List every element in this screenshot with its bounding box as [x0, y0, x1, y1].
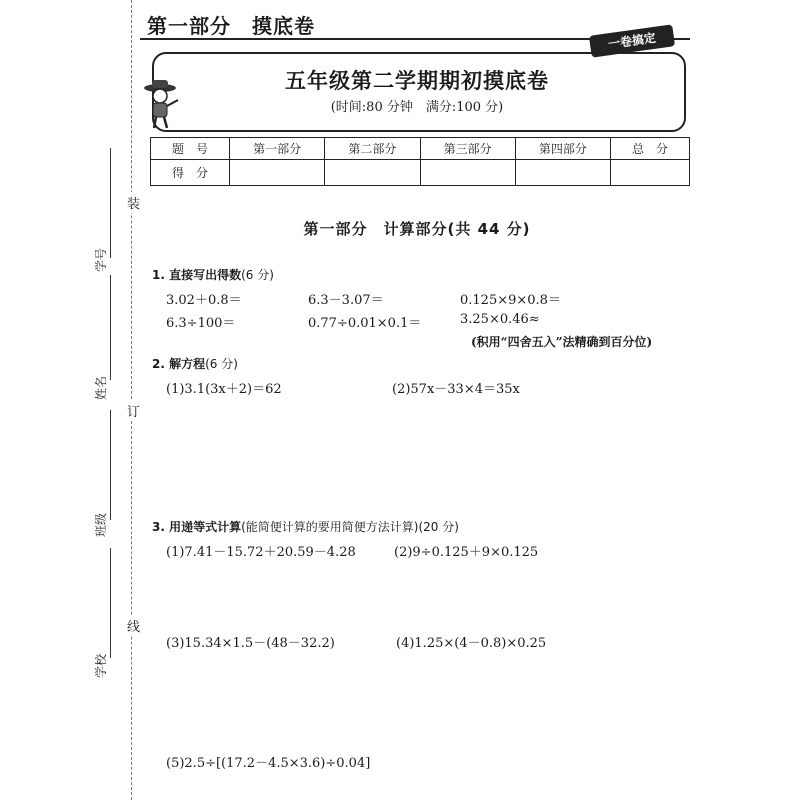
q1-points: (6 分)	[241, 268, 274, 282]
q3-item-4: (4)1.25×(4－0.8)×0.25	[396, 636, 547, 651]
series-badge: 一卷搞定	[589, 24, 675, 57]
q2-heading-text: 2. 解方程	[152, 357, 206, 371]
score-table	[150, 137, 690, 186]
q3-item-3: (3)15.34×1.5－(48－32.2)	[166, 636, 335, 651]
q1-heading-text: 1. 直接写出得数	[152, 268, 242, 282]
q2-points: (6 分)	[205, 357, 238, 371]
q1-item-1: 3.02＋0.8＝	[166, 293, 242, 308]
q2-heading	[152, 355, 238, 372]
score-table-score-row	[151, 160, 690, 186]
score-cell-part1[interactable]	[230, 160, 325, 186]
score-col-label: 题 号	[151, 138, 230, 160]
score-col-total: 总 分	[611, 138, 690, 160]
q1-item-4: 6.3÷100＝	[166, 316, 236, 331]
q1-item-2: 6.3－3.07＝	[308, 293, 384, 308]
exam-title: 五年级第二学期期初摸底卷	[285, 68, 549, 93]
q3-item-2: (2)9÷0.125＋9×0.125	[394, 545, 539, 560]
q1-item-5: 0.77÷0.01×0.1＝	[308, 316, 422, 331]
name-line	[110, 275, 111, 380]
q3-instructions: (能简便计算的要用简便方法计算)(20 分)	[241, 520, 459, 534]
q2-item-2: (2)57x－33×4＝35x	[392, 382, 520, 397]
score-cell-total[interactable]	[611, 160, 690, 186]
q1-item-3: 0.125×9×0.8＝	[460, 293, 561, 308]
q2-item-1: (1)3.1(3x＋2)＝62	[166, 382, 282, 397]
score-col-part2: 第二部分	[325, 138, 420, 160]
q3-heading-text: 3. 用递等式计算	[152, 520, 242, 534]
class-label: 班级	[94, 512, 108, 537]
binding-mark-zhuang: 装	[127, 192, 140, 213]
section-title: 第一部分 摸底卷	[147, 14, 315, 38]
class-line	[110, 410, 111, 520]
score-col-part1: 第一部分	[230, 138, 325, 160]
student-id-line	[110, 148, 111, 258]
q3-item-1: (1)7.41－15.72＋20.59－4.28	[166, 545, 356, 560]
q3-heading	[152, 518, 459, 535]
student-id-label: 学号	[94, 247, 108, 272]
q1-item-6: 3.25×0.46≈	[460, 312, 540, 327]
q1-rounding-note: (积用“四舍五入”法精确到百分位)	[471, 335, 653, 349]
school-label: 学校	[94, 653, 108, 678]
q3-item-5: (5)2.5÷[(17.2－4.5×3.6)÷0.04]	[166, 756, 371, 771]
binding-mark-ding: 订	[127, 400, 140, 421]
q1-heading	[152, 266, 274, 283]
part1-title: 第一部分 计算部分(共 44 分)	[303, 220, 531, 238]
exam-subtitle: (时间:80 分钟 满分:100 分)	[330, 100, 504, 115]
binding-mark-xian: 线	[127, 615, 140, 636]
score-cell-part2[interactable]	[325, 160, 420, 186]
score-table-header-row	[151, 138, 690, 160]
score-cell-part3[interactable]	[420, 160, 515, 186]
score-row-label: 得 分	[151, 160, 230, 186]
score-col-part3: 第三部分	[420, 138, 515, 160]
score-col-part4: 第四部分	[515, 138, 610, 160]
score-cell-part4[interactable]	[515, 160, 610, 186]
name-label: 姓名	[94, 375, 108, 400]
school-line	[110, 548, 111, 658]
